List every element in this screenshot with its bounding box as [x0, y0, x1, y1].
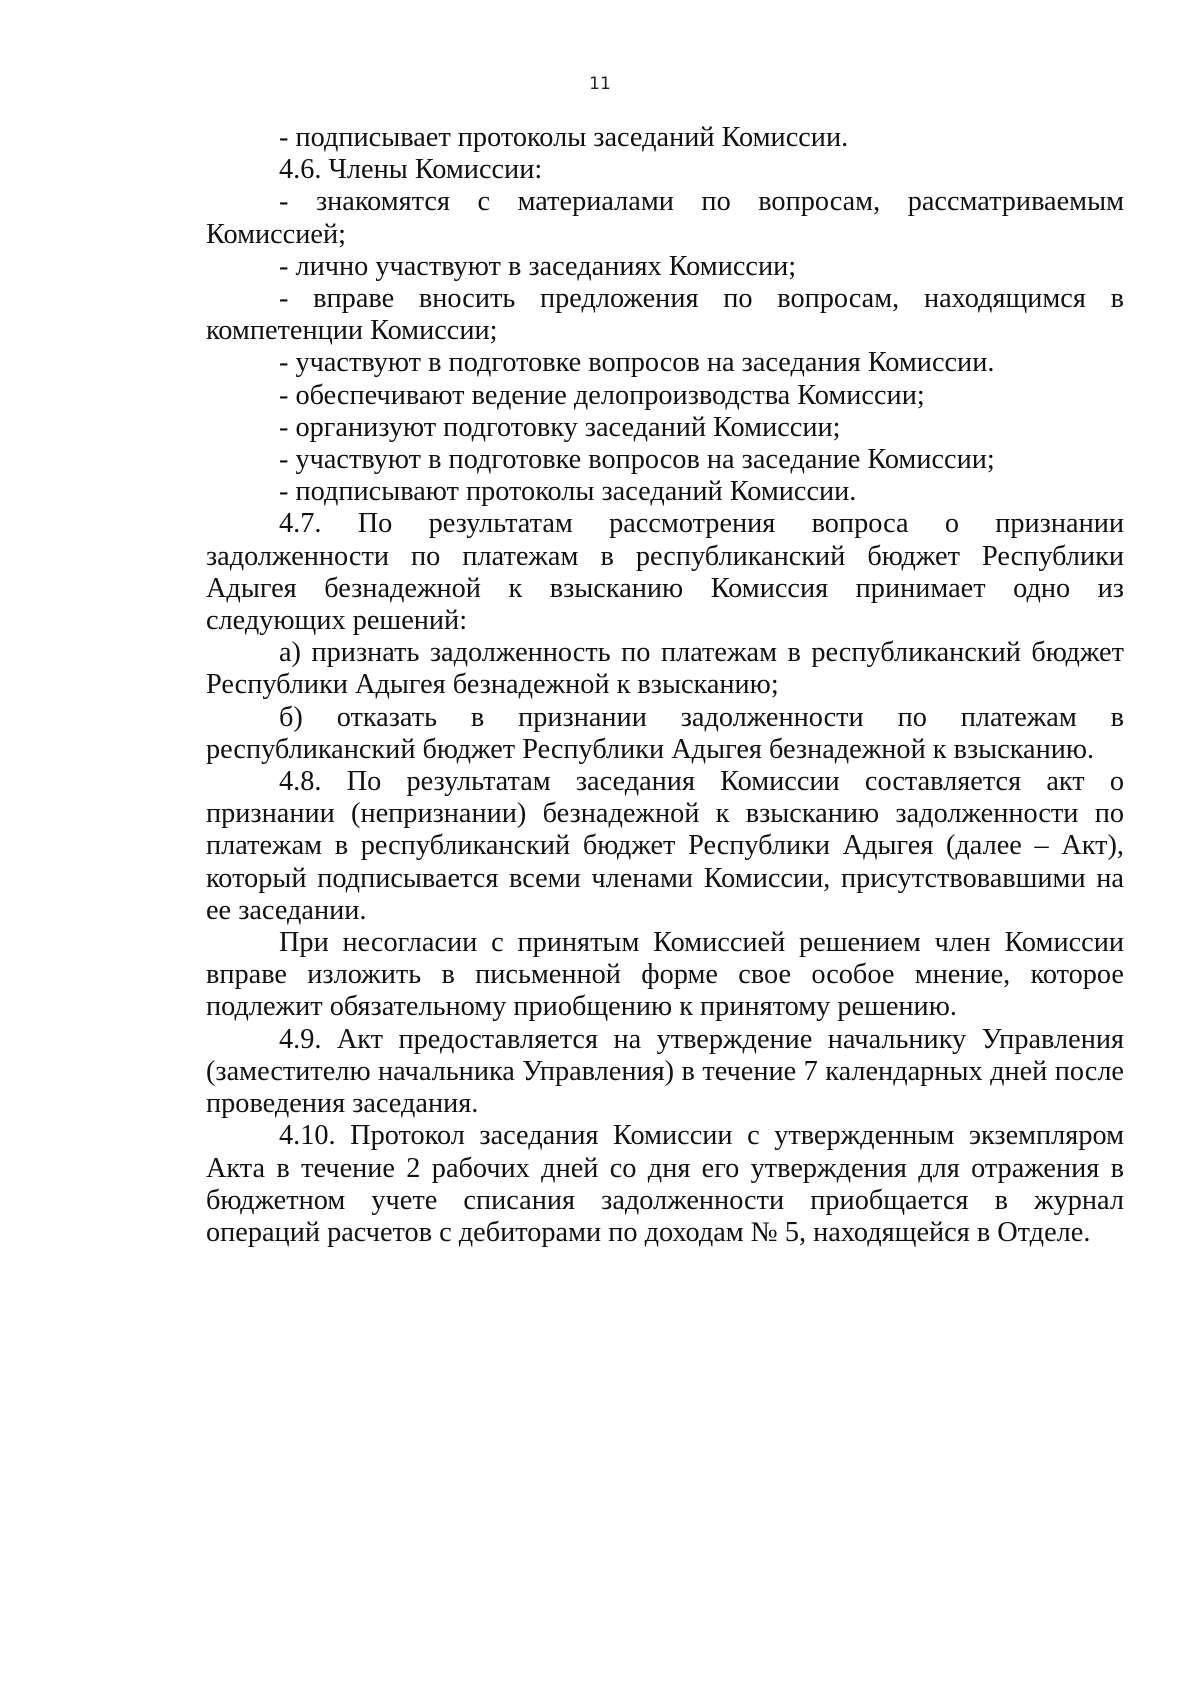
paragraph: - знакомятся с материалами по вопросам, рассматриваемым Комиссией; [206, 186, 1124, 250]
document-body [206, 122, 1124, 1249]
paragraph: 4.8. По результатам заседания Комиссии составляется акт о признании (непризнании) безнадежной к взысканию задолженности по платежам в республиканский бюджет Республики Адыгея (далее – Акт), который подписывается всеми членами Комиссии, присутствовавшими на ее заседании. [206, 766, 1124, 926]
paragraph: - участвуют в подготовке вопросов на заседания Комиссии. [279, 347, 995, 379]
paragraph: 4.7. По результатам рассмотрения вопроса о признании задолженности по платежам в республиканский бюджет Республики Адыгея безнадежной к взысканию Комиссия принимает одно из следующих решений: [206, 508, 1124, 637]
paragraph: - обеспечивают ведение делопроизводства Комиссии; [279, 379, 925, 411]
paragraph: - вправе вносить предложения по вопросам, находящимся в компетенции Комиссии; [206, 283, 1124, 347]
paragraph: - организуют подготовку заседаний Комиссии; [279, 411, 841, 443]
paragraph: - подписывают протоколы заседаний Комиссии. [279, 476, 857, 508]
paragraph: При несогласии с принятым Комиссией решением член Комиссии вправе изложить в письменной форме свое особое мнение, которое подлежит обязательному приобщению к принятому решению. [206, 927, 1124, 1023]
paragraph: б) отказать в признании задолженности по платежам в республиканский бюджет Республики Адыгея безнадежной к взысканию. [206, 701, 1124, 765]
paragraph: 4.9. Акт предоставляется на утверждение начальнику Управления (заместителю начальника Управления) в течение 7 календарных дней после проведения заседания. [206, 1023, 1124, 1120]
paragraph: - подписывает протоколы заседаний Комиссии. [279, 122, 849, 153]
paragraph: - участвуют в подготовке вопросов на заседание Комиссии; [279, 444, 995, 476]
page-number: 11 [589, 74, 611, 94]
paragraph: 4.6. Члены Комиссии: [279, 154, 543, 186]
paragraph: - лично участвуют в заседаниях Комиссии; [279, 250, 797, 282]
paragraph: а) признать задолженность по платежам в республиканский бюджет Республики Адыгея безнадежной к взысканию; [206, 637, 1124, 701]
paragraph: 4.10. Протокол заседания Комиссии с утвержденным экземпляром Акта в течение 2 рабочих дней со дня его утверждения для отражения в бюджетном учете списания задолженности приобщается в журнал операций расчетов с дебиторами по доходам № 5, находящейся в Отделе. [206, 1120, 1124, 1248]
